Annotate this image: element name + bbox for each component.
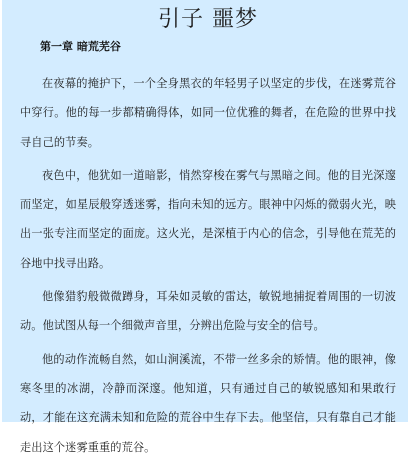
- paragraph-1: [20, 69, 396, 157]
- paragraph-3-text: 他像猎豹般微微蹲身，耳朵如灵敏的雷达，敏锐地捕捉着周围的一切波动。他试图从每一个细微声音里，分辨出危险与安全的信号。: [20, 290, 396, 333]
- document-title: 引子 噩梦: [158, 7, 258, 32]
- paragraph-4-text: 他的动作流畅自然，如山涧溪流，不带一丝多余的矫情。他的眼神，像寒冬里的冰湖，冷静而深邃。他知道，只有通过自己的敏锐感知和果敢行动，才能在这充满未知和危险的荒谷中生存下去。他坚信，只有靠自己才能走出这个迷雾重重的荒谷。: [20, 352, 396, 454]
- paragraph-2-text: 夜色中，他犹如一道暗影，悄然穿梭在雾气与黑暗之间。他的目光深邃而坚定，如星辰般穿透迷雾，指向未知的远方。眼神中闪烁的微弱火光，映出一张专注而坚定的面庞。这火光，是深植于内心的信念，引导他在荒芜的谷地中找寻出路。: [20, 168, 396, 270]
- chapter-heading: 第一章 暗荒芜谷: [40, 40, 121, 53]
- paragraph-2: [20, 161, 396, 278]
- paragraph-1-text: 在夜幕的掩护下，一个全身黑衣的年轻男子以坚定的步伐，在迷雾荒谷中穿行。他的每一步都精确得体，如同一位优雅的舞者，在危险的世界中找寻自己的节奏。: [20, 77, 396, 149]
- document-page: [2, 0, 408, 454]
- paragraph-4: [20, 345, 396, 462]
- paragraph-3: [20, 282, 396, 341]
